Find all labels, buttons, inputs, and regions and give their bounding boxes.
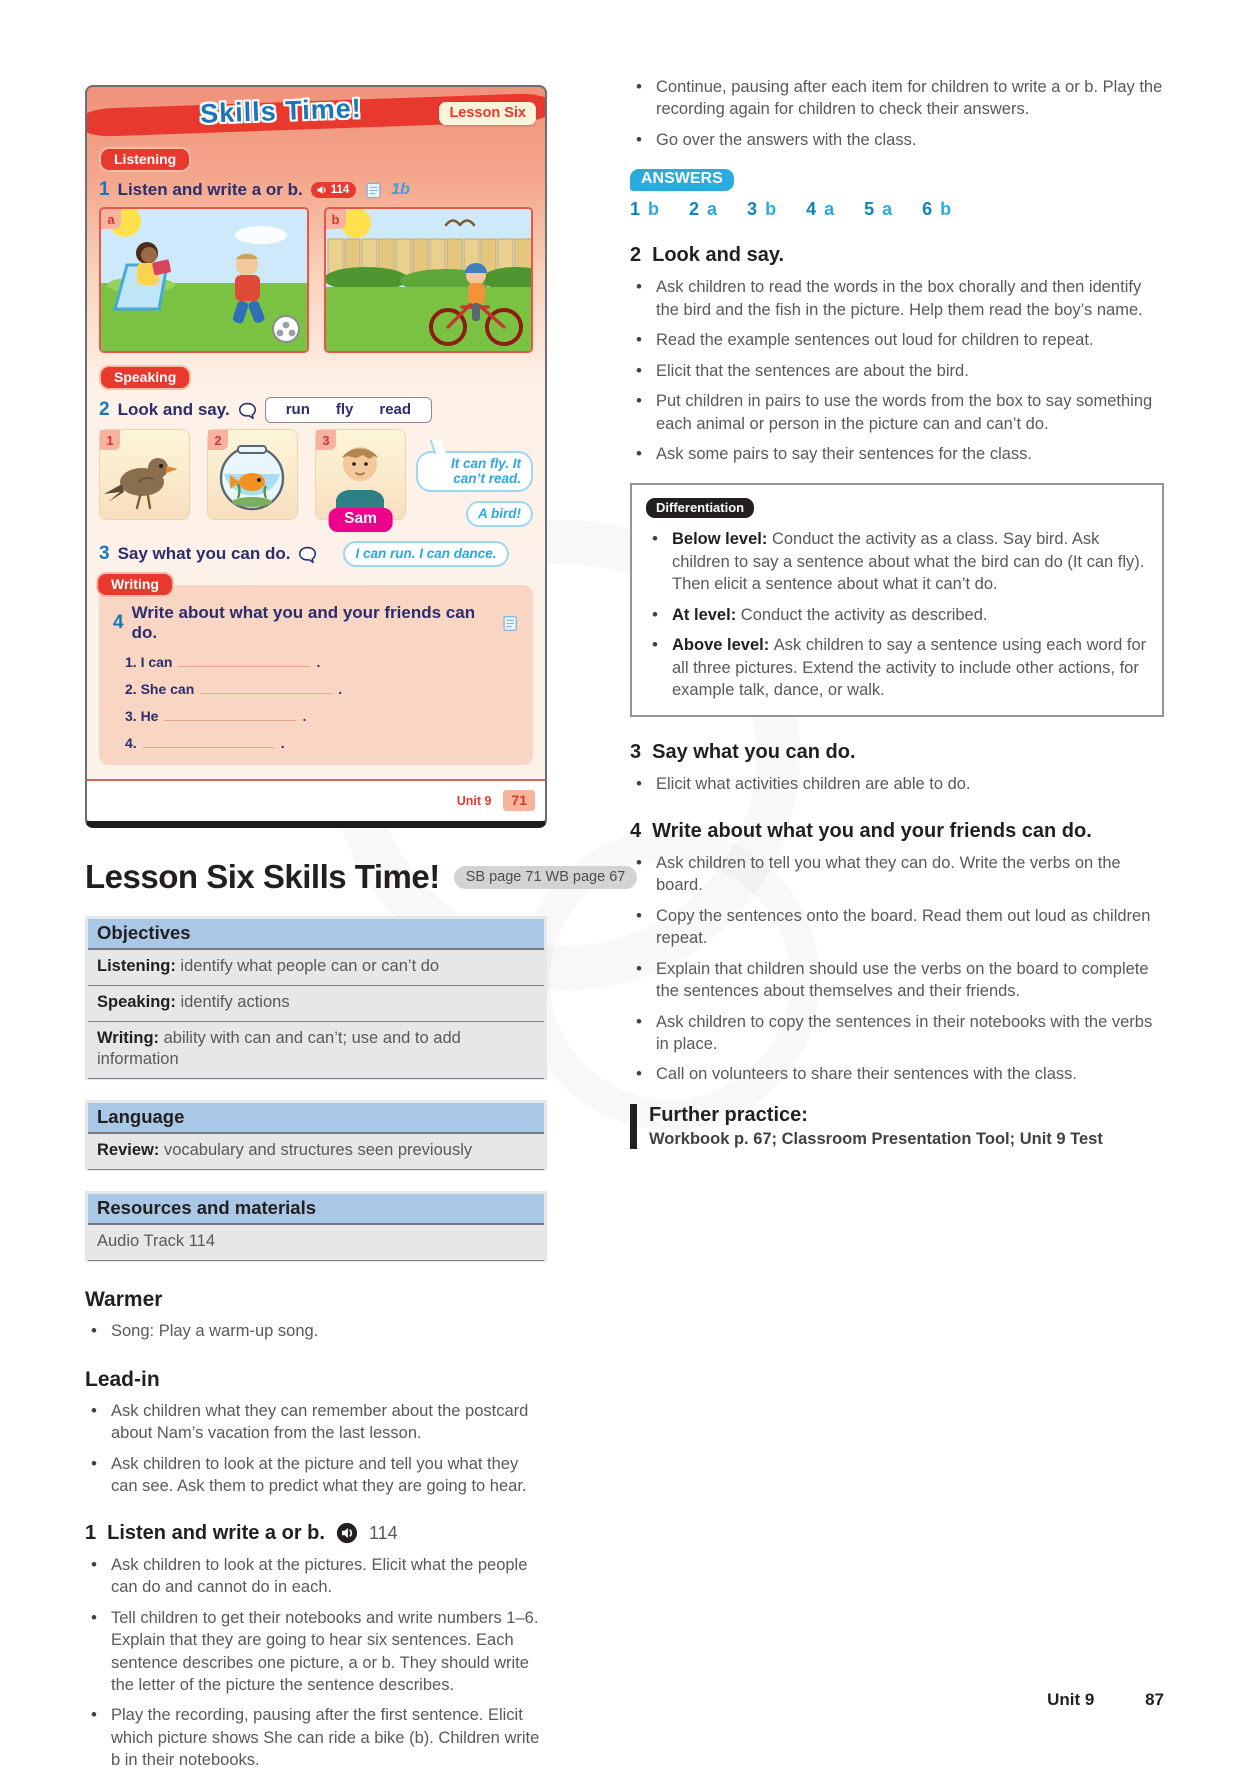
answer-item: 2 a: [689, 199, 718, 220]
bullet-item: • Ask children to look at the picture and tell you what they can see. Ask them to predict what they are going to hear.: [88, 1453, 547, 1498]
student-book-header: [87, 87, 545, 143]
writing-panel: [99, 576, 533, 765]
speaker-icon: [336, 1522, 358, 1544]
name-label-sam: Sam: [328, 508, 393, 532]
differentiation-box: [630, 483, 1164, 717]
tile-number: 3: [316, 430, 336, 450]
activity-3-bullets: [630, 773, 1164, 795]
page-number: 71: [503, 790, 535, 811]
further-practice-bar: [630, 1104, 637, 1149]
page-footer: [1047, 1690, 1164, 1710]
activity-2-bullets: [630, 276, 1164, 465]
bullet-item: • Below level: Conduct the activity as a class. Say bird. Ask children to say a sentence about what the bird can do (It can fly). Then elicit a sentence about what it can’t do.: [649, 528, 1148, 595]
bullet-item: • Elicit what activities children are able to do.: [633, 773, 1164, 795]
bullet-item: • Explain that children should use the verbs on the board to complete the sentences about themselves and their friends.: [633, 958, 1164, 1003]
lead-in-bullets: [85, 1400, 547, 1498]
speech-bubble-icon: [298, 546, 317, 563]
speech-bubble-can: I can run. I can dance.: [343, 541, 508, 567]
writing-lines: [113, 654, 519, 751]
student-book-page: [85, 85, 547, 828]
info-row: Speaking: identify actions: [88, 986, 544, 1022]
activity-number: 3: [99, 543, 110, 564]
objectives-heading: Objectives: [88, 919, 544, 950]
info-row: Audio Track 114: [88, 1225, 544, 1261]
bullet-item: • Go over the answers with the class.: [633, 129, 1164, 151]
resources-heading: Resources and materials: [88, 1194, 544, 1225]
tile-number: 1: [100, 430, 120, 450]
tile-boy-sam: [315, 429, 406, 527]
info-row: Listening: identify what people can or can’t do: [88, 950, 544, 986]
listening-pill: Listening: [99, 147, 191, 172]
page-reference-pill: SB page 71 WB page 67: [454, 866, 638, 889]
language-rows: [88, 1134, 544, 1170]
activity-3-line: [99, 541, 533, 567]
activity-title: Look and say.: [117, 400, 230, 419]
bullet-item: • Above level: Ask children to say a sentence using each word for all three pictures. Extend the activity to include other actions, for example talk, dance, or walk.: [649, 634, 1148, 701]
speech-bubbles: [416, 429, 533, 527]
activity-number: 4: [630, 819, 642, 842]
bullet-item: • Continue, pausing after each item for children to write a or b. Play the recording again for children to check their answers.: [633, 76, 1164, 121]
further-practice: [630, 1104, 1164, 1149]
activity-number: 2: [99, 399, 110, 420]
lesson-six-badge: Lesson Six: [439, 102, 536, 125]
bullet-item: • Ask children to tell you what they can do. Write the verbs on the board.: [633, 852, 1164, 897]
word-box: [265, 397, 432, 423]
activity-title: Write about what you and your friends can do.: [131, 603, 476, 642]
listening-continued-bullets: [630, 76, 1164, 151]
bullet-item: • Song: Play a warm-up song.: [88, 1320, 547, 1342]
resources-box: [85, 1191, 547, 1262]
info-row: Review: vocabulary and structures seen previously: [88, 1134, 544, 1170]
writing-line: 3. He .: [125, 708, 307, 724]
writing-pill: Writing: [96, 572, 174, 597]
answers-row: [630, 199, 1164, 220]
activity-4-line: [113, 603, 519, 643]
answers-badge: ANSWERS: [630, 169, 734, 191]
tile-bird: [99, 429, 190, 520]
bullet-item: • Ask some pairs to say their sentences for the class.: [633, 443, 1164, 465]
activity-1-heading: [85, 1522, 547, 1545]
speaking-pill: Speaking: [99, 365, 191, 390]
bullet-item: • Read the example sentences out loud for children to repeat.: [633, 329, 1164, 351]
notebook-icon: [364, 181, 383, 200]
activity-number: 3: [630, 741, 642, 764]
writing-line: 1. I can .: [125, 654, 321, 670]
further-practice-heading: Further practice:: [649, 1103, 808, 1126]
bullet-item: • Play the recording, pausing after the first sentence. Elicit which picture shows She can ride a bike (b). Children write b in their notebooks.: [88, 1704, 547, 1771]
picture-a-label: a: [101, 209, 121, 229]
activity-1-line: [99, 179, 533, 201]
language-heading: Language: [88, 1103, 544, 1134]
answer-item: 1 b: [630, 199, 660, 220]
tile-fish: [207, 429, 298, 520]
speaking-pictures-row: [99, 429, 533, 527]
speaker-icon: [316, 184, 328, 196]
audio-track-number: 114: [330, 184, 350, 196]
writing-line: 4. .: [125, 735, 285, 751]
objectives-rows: [88, 950, 544, 1079]
skills-time-title: Skills Time!: [199, 93, 363, 129]
activity-3-heading: [630, 741, 1164, 764]
warmer-heading: Warmer: [85, 1287, 163, 1311]
speaking-tiles: [99, 429, 406, 527]
answer-item: 6 b: [922, 199, 952, 220]
activity-number: 4: [113, 612, 124, 633]
student-book-body: [87, 143, 545, 765]
picture-a: [99, 207, 309, 353]
objectives-box: [85, 916, 547, 1080]
activity-number: 1: [99, 179, 110, 200]
further-practice-text: Workbook p. 67; Classroom Presentation Tool; Unit 9 Test: [649, 1129, 1103, 1148]
activity-title: Say what you can do.: [652, 741, 856, 764]
word-box-item: run: [285, 401, 310, 418]
picture-b-label: b: [326, 209, 346, 229]
bullet-item: • At level: Conduct the activity as described.: [649, 604, 1148, 626]
notebook-icon: [501, 614, 519, 633]
bullet-item: • Ask children to copy the sentences in their notebooks with the verbs in place.: [633, 1011, 1164, 1056]
right-column: [630, 76, 1164, 1149]
bullet-item: • Call on volunteers to share their sentences with the class.: [633, 1063, 1164, 1085]
bullet-item: • Ask children to read the words in the box chorally and then identify the bird and the fish in the picture. Help them read the boy’s name.: [633, 276, 1164, 321]
lead-in-heading: Lead-in: [85, 1368, 160, 1392]
word-box-item: fly: [335, 401, 354, 418]
differentiation-badge: Differentiation: [646, 498, 754, 518]
footer-unit-label: Unit 9: [1047, 1690, 1095, 1709]
activity-title: Write about what you and your friends can do.: [652, 819, 1092, 842]
answer-item: 3 b: [747, 199, 777, 220]
info-row: Writing: ability with can and can’t; use and to add information: [88, 1022, 544, 1080]
speech-bubble-bird: A bird!: [466, 501, 533, 527]
activity-4-heading: [630, 820, 1164, 843]
activity-title: Say what you can do.: [117, 544, 291, 563]
unit-label: Unit 9: [456, 793, 492, 808]
audio-track-icon: [311, 182, 357, 198]
lesson-title: Lesson Six Skills Time!: [85, 858, 440, 895]
picture-a-illustration: [101, 209, 309, 351]
speech-bubble-icon: [238, 402, 257, 419]
resources-rows: [88, 1225, 544, 1261]
activity-2-heading: [630, 244, 1164, 267]
answer-item: 5 a: [864, 199, 893, 220]
activity-2-line: [99, 397, 533, 423]
lesson-heading-row: [85, 858, 626, 896]
language-box: [85, 1100, 547, 1171]
bullet-item: • Tell children to get their notebooks and write numbers 1–6. Explain that they are going to hear six sentences. Each sentence describes one picture, a or b. They should write the letter of the picture the sentence describes.: [88, 1607, 547, 1697]
activity-title: Listen and write a or b.: [117, 180, 303, 199]
left-column: [85, 85, 626, 1780]
activity-number: 2: [630, 244, 642, 267]
word-box-item: read: [379, 401, 412, 418]
warmer-bullets: [85, 1320, 547, 1342]
footer-page-number: 87: [1145, 1690, 1164, 1709]
bullet-item: • Put children in pairs to use the words from the box to say something each animal or person in the picture can and can’t do.: [633, 390, 1164, 435]
listening-pictures: [99, 207, 533, 353]
answer-item: 4 a: [806, 199, 835, 220]
example-answer: 1b: [391, 181, 410, 198]
audio-track-number: 114: [368, 1522, 398, 1543]
tile-number: 2: [208, 430, 228, 450]
picture-b-illustration: [326, 209, 534, 351]
activity-title: Look and say.: [652, 244, 785, 267]
bullet-item: • Ask children what they can remember about the postcard about Nam’s vacation from the last lesson.: [88, 1400, 547, 1445]
bullet-item: • Ask children to look at the pictures. Elicit what the people can do and cannot do in each.: [88, 1554, 547, 1599]
writing-line: 2. She can .: [125, 681, 343, 697]
activity-4-bullets: [630, 852, 1164, 1086]
picture-b: [324, 207, 534, 353]
bullet-item: • Elicit that the sentences are about the bird.: [633, 360, 1164, 382]
activity-title: Listen and write a or b.: [107, 1521, 325, 1544]
differentiation-bullets: [646, 528, 1148, 701]
speech-bubble-fly: It can fly. It can’t read.: [416, 451, 533, 492]
bullet-item: • Copy the sentences onto the board. Read them out loud as children repeat.: [633, 905, 1164, 950]
student-book-footer: [87, 779, 545, 821]
activity-number: 1: [85, 1521, 97, 1544]
activity-1-bullets: [85, 1554, 547, 1772]
